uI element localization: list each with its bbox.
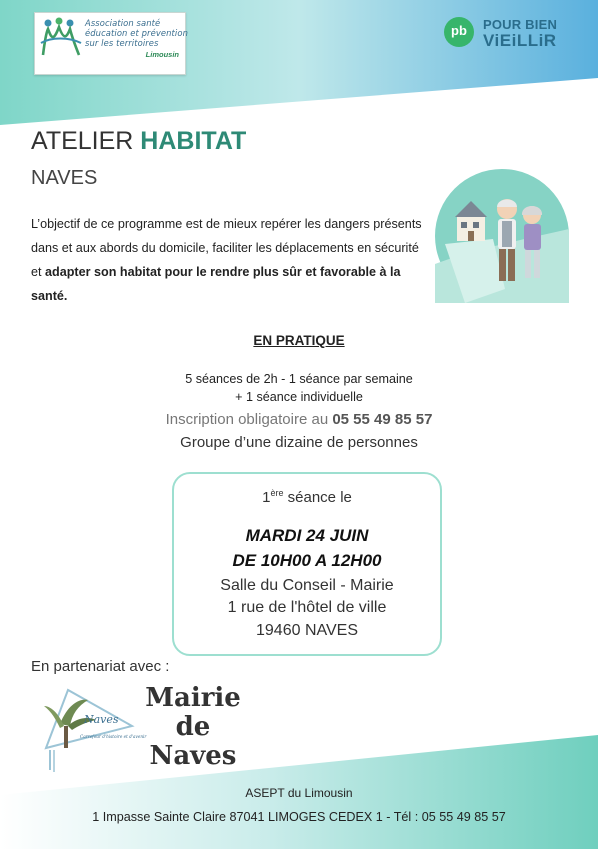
session-place: Salle du Conseil - Mairie: [220, 577, 394, 594]
session-street: 1 rue de l'hôtel de ville: [227, 599, 387, 616]
pratique-line-2: + 1 séance individuelle: [235, 390, 363, 404]
footer-address: 1 Impasse Sainte Claire 87041 LIMOGES CEDEX 1 - Tél : 05 55 49 85 57: [92, 810, 506, 824]
logo-line-1: Association santé: [85, 18, 161, 28]
intro-text-1: L’objectif de ce programme est de mieux repérer les dangers présents dans et aux abords du domicile, faciliter les déplacements en sécurité et: [31, 217, 422, 279]
page-title: [31, 127, 246, 156]
pbv-line-1: POUR BIEN: [483, 17, 558, 32]
seniors-house-illustration: [435, 169, 569, 303]
session-date: MARDI 24 JUIN: [245, 526, 369, 545]
intro-paragraph: [31, 212, 431, 308]
pbv-badge-icon: pb: [444, 17, 474, 47]
association-logo: [34, 12, 186, 75]
footer-organization: ASEPT du Limousin: [245, 786, 353, 800]
mairie-line-1: Mairie: [145, 683, 241, 713]
logo-line-3: sur les territoires: [85, 38, 159, 48]
naves-logo: [40, 680, 147, 772]
session-time: DE 10H00 A 12H00: [232, 551, 382, 570]
session-box: [172, 472, 442, 656]
couple-icon: [435, 169, 569, 303]
people-icon: [39, 17, 83, 57]
pbv-line-2: ViEiLLiR: [483, 31, 557, 50]
naves-logo-tagline: Carrefour d'histoire et d'avenir: [80, 734, 147, 739]
pratique-line-1: 5 séances de 2h - 1 séance par semaine: [185, 372, 413, 386]
pratique-line-4: Groupe d’une dizaine de personnes: [180, 434, 418, 451]
registration-text: Inscription obligatoire au: [165, 411, 333, 428]
session-first-label: [174, 488, 440, 506]
title-accent: HABITAT: [140, 127, 247, 155]
section-heading-pratique: EN PRATIQUE: [253, 333, 345, 348]
title-prefix: ATELIER: [31, 127, 134, 155]
intro-text-bold: adapter son habitat pour le rendre plus sûr et favorable à la santé: [31, 265, 401, 303]
mairie-line-3: Naves: [149, 741, 237, 771]
page-subtitle: NAVES: [31, 167, 98, 189]
logo-line-2: éducation et prévention: [85, 28, 188, 38]
naves-logo-name: Naves: [84, 713, 119, 726]
session-num: 1: [262, 489, 271, 506]
session-city: 19460 NAVES: [256, 622, 358, 639]
session-sup: ère: [270, 488, 284, 498]
intro-text-end: .: [63, 289, 68, 303]
session-label: séance le: [283, 489, 352, 506]
registration-phone: 05 55 49 85 57: [332, 411, 433, 428]
pratique-registration: [0, 411, 598, 428]
logo-region: Limousin: [145, 50, 179, 59]
partner-label: En partenariat avec :: [31, 658, 170, 675]
mairie-de-naves-logo: [143, 684, 243, 771]
mairie-line-2: de: [175, 712, 211, 742]
